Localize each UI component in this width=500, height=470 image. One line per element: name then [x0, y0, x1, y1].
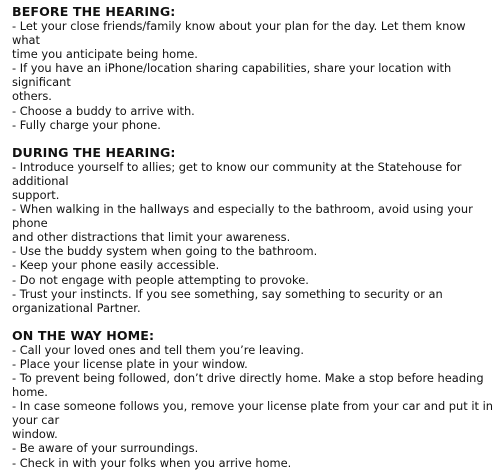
section-during-hearing [12, 145, 494, 315]
text-line: - Keep your phone easily accessible. [12, 258, 220, 273]
text-line: - Call your loved ones and tell them you’re leaving. [12, 342, 304, 357]
text-line: - Trust your instincts. If you see something, say something to security or an [12, 286, 443, 301]
section-before-hearing [12, 4, 494, 132]
text-line: organizational Partner. [12, 300, 141, 315]
text-line: - Use the buddy system when going to the bathroom. [12, 244, 318, 259]
text-line: - In case someone follows you, remove your license plate from your car and put it in [12, 399, 493, 414]
text-line: - Fully charge your phone. [12, 117, 161, 132]
text-line: - Do not engage with people attempting to provoke. [12, 272, 309, 287]
text-line: - If you have an iPhone/location sharing capabilities, share your location with significant [12, 61, 455, 90]
text-line: - When walking in the hallways and especially to the bathroom, avoid using your phone [12, 202, 477, 231]
text-line: - To prevent being followed, don’t drive directly home. Make a stop before heading [12, 370, 484, 385]
text-line: and other distractions that limit your awareness. [12, 230, 291, 245]
section-way-home [12, 328, 494, 470]
text-line: - Place your license plate in your window. [12, 356, 248, 371]
text-line: - Let your close friends/family know about your plan for the day. Let them know what [12, 19, 470, 48]
section-heading: BEFORE THE HEARING: [12, 4, 176, 19]
text-line: home. [12, 385, 48, 400]
text-line: - Choose a buddy to arrive with. [12, 103, 195, 118]
text-line: - Be aware of your surroundings. [12, 441, 199, 456]
text-line: - Check in with your folks when you arrive home. [12, 455, 292, 470]
text-line: support. [12, 187, 60, 202]
text-line: time you anticipate being home. [12, 47, 198, 62]
text-line: window. [12, 427, 58, 442]
section-heading: DURING THE HEARING: [12, 144, 176, 160]
section-heading: ON THE WAY HOME: [12, 327, 155, 343]
text-line: others. [12, 89, 52, 104]
text-line: additional [12, 173, 69, 188]
text-line: your car [12, 413, 60, 428]
text-line: - Introduce yourself to allies; get to know our community at the Statehouse for [12, 159, 462, 174]
